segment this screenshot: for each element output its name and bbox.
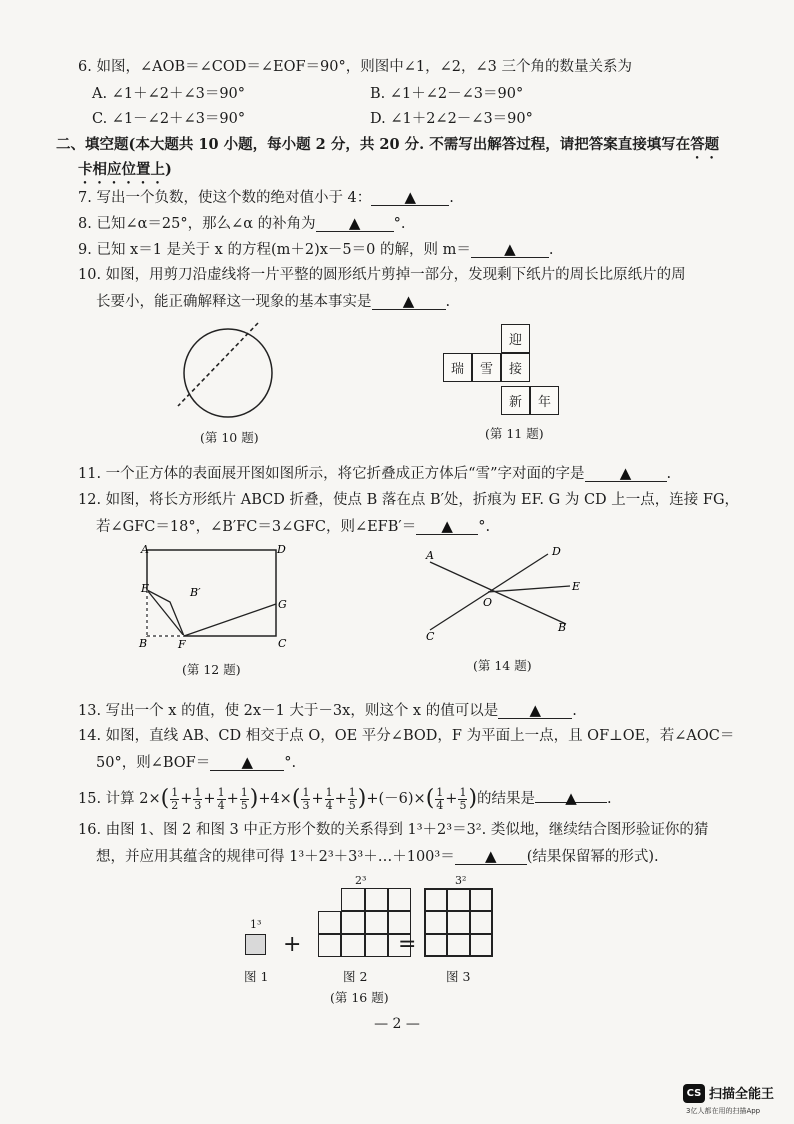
q15-mid2: +(－6)× xyxy=(366,791,426,807)
answer-triangle-icon: ▲ xyxy=(241,753,253,771)
q15-end: . xyxy=(607,791,612,807)
q11-answer-blank xyxy=(585,463,667,482)
answer-triangle-icon: ▲ xyxy=(484,847,497,865)
fig1-caption: 图 1 xyxy=(244,969,269,984)
q11 xyxy=(78,463,671,484)
q15-answer-blank xyxy=(535,784,607,807)
q6-option-b: B. ∠1＋∠2－∠3＝90° xyxy=(370,86,524,102)
label-A: A xyxy=(141,543,149,556)
section2-heading-emphasis-1: 答题 xyxy=(690,136,720,153)
equals-sign: = xyxy=(398,932,417,957)
q11-end: . xyxy=(666,466,672,482)
label-E: E xyxy=(141,582,150,595)
section2-heading-text: 二、填空题(本大题共 10 小题，每小题 2 分，共 20 分. 不需写出解答过程，请把答案直接填写在 xyxy=(56,136,691,153)
net-cell-rui: 瑞 xyxy=(443,353,472,382)
q15-tail: 的结果是 xyxy=(477,791,536,807)
fraction: $\frac{1}{4}$ xyxy=(436,785,444,812)
q8 xyxy=(78,213,406,234)
fig3-caption: 图 3 xyxy=(446,969,471,984)
section2-heading-emphasis-2: 卡相应位置上 xyxy=(78,161,165,178)
q16-answer-blank xyxy=(455,846,527,865)
q12-caption: (第 12 题) xyxy=(182,662,241,677)
section2-heading xyxy=(56,135,719,162)
answer-triangle-icon: ▲ xyxy=(441,517,453,535)
q14-line2 xyxy=(96,752,296,773)
fraction: $\frac{1}{5}$ xyxy=(240,785,248,812)
page-number: — 2 — xyxy=(374,1016,420,1032)
q12-line2 xyxy=(96,516,490,537)
q14-answer-blank xyxy=(210,752,284,771)
q12-answer-blank xyxy=(416,516,478,535)
q16-line1: 16. 由图 1、图 2 和图 3 中正方形个数的关系得到 1³＋2³＝3². 类似地，继续结合图形验证你的猜 xyxy=(78,822,709,838)
label-Bprime: B′ xyxy=(190,586,201,599)
fig3-grid xyxy=(424,888,493,957)
q7-text: 7. 写出一个负数，使这个数的绝对值小于 4： xyxy=(78,190,372,206)
net-cell-xue: 雪 xyxy=(472,353,501,382)
fraction: $\frac{1}{5}$ xyxy=(459,785,467,812)
label-G: G xyxy=(278,598,287,611)
q12-figure-rectangle xyxy=(132,540,302,655)
fraction: $\frac{1}{4}$ xyxy=(217,785,225,812)
paren-close: ) xyxy=(249,786,259,811)
q10-text: 长要小，能正确解释这一现象的基本事实是 xyxy=(96,294,372,310)
q8-answer-blank xyxy=(316,213,394,232)
q10-figure-circle xyxy=(160,318,290,428)
fraction: $\frac{1}{2}$ xyxy=(171,785,179,812)
fraction: $\frac{1}{3}$ xyxy=(302,785,310,812)
fig2-caption: 图 2 xyxy=(343,969,368,984)
fig2-label: 2³ xyxy=(355,874,367,887)
answer-triangle-icon: ▲ xyxy=(402,292,415,310)
q12-line1: 12. 如图，将长方形纸片 ABCD 折叠，使点 B 落在点 B′处，折痕为 EF. G 为 CD 上一点，连接 FG， xyxy=(78,492,740,508)
label-E: E xyxy=(572,580,581,593)
plus-sign: + xyxy=(283,932,302,957)
section2-heading-cont xyxy=(78,160,172,187)
q10-line2 xyxy=(96,291,450,312)
q15-mid1: +4× xyxy=(258,791,292,807)
q10-caption: (第 10 题) xyxy=(200,430,259,445)
q6-stem: 6. 如图，∠AOB＝∠COD＝∠EOF＝90°，则图中∠1，∠2，∠3 三个角的数量关系为 xyxy=(78,59,632,75)
q13-end: . xyxy=(572,703,577,719)
section2-heading-end: ) xyxy=(165,161,172,178)
q6-option-a: A. ∠1＋∠2＋∠3＝90° xyxy=(92,86,246,102)
q9-end: . xyxy=(548,242,554,258)
q9 xyxy=(78,239,553,260)
q12-text: 若∠GFC＝18°，∠B′FC＝3∠GFC，则∠EFB′＝ xyxy=(96,519,417,535)
q10-line1: 10. 如图，用剪刀沿虚线将一片平整的圆形纸片剪掉一部分，发现剩下纸片的周长比原纸片的周 xyxy=(78,267,686,283)
label-O: O xyxy=(483,596,493,609)
fig1-square xyxy=(245,934,266,955)
answer-triangle-icon: ▲ xyxy=(529,701,541,719)
q6-option-d: D. ∠1＋2∠2－∠3＝90° xyxy=(370,111,533,127)
q11-caption: (第 11 题) xyxy=(485,426,544,441)
label-B: B xyxy=(558,621,567,634)
q7-end: . xyxy=(449,190,454,206)
q14-figure-lines xyxy=(420,542,600,647)
camscanner-logo-icon: CS xyxy=(683,1084,705,1103)
net-cell-jie: 接 xyxy=(501,353,530,382)
label-A: A xyxy=(426,549,434,562)
q13-answer-blank xyxy=(498,700,572,719)
label-D: D xyxy=(277,543,286,556)
paren-open: ( xyxy=(291,786,301,811)
label-B: B xyxy=(139,637,148,650)
q7-answer-blank xyxy=(371,187,449,206)
q10-answer-blank xyxy=(372,291,446,310)
q12-end: °. xyxy=(478,519,491,535)
q14-line1: 14. 如图，直线 AB、CD 相交于点 O，OE 平分∠BOD，F 为平面上一点，且 OF⊥OE，若∠AOC＝ xyxy=(78,728,735,744)
fraction: $\frac{1}{3}$ xyxy=(194,785,202,812)
fraction: $\frac{1}{4}$ xyxy=(325,785,333,812)
q16-text-end: (结果保留幂的形式). xyxy=(526,849,659,865)
fraction: $\frac{1}{5}$ xyxy=(348,785,356,812)
q6-option-c: C. ∠1－∠2＋∠3＝90° xyxy=(92,111,246,127)
fig1-label: 1³ xyxy=(250,918,262,931)
q7 xyxy=(78,187,454,208)
label-F: F xyxy=(178,638,186,651)
q13 xyxy=(78,700,577,721)
watermark-subtitle: 3亿人都在用的扫描App xyxy=(686,1107,761,1115)
q14-end: °. xyxy=(284,755,297,771)
label-D: D xyxy=(552,545,561,558)
answer-triangle-icon: ▲ xyxy=(565,789,577,807)
answer-triangle-icon: ▲ xyxy=(348,214,361,232)
net-cell-nian: 年 xyxy=(530,386,559,415)
q9-text: 9. 已知 x＝1 是关于 x 的方程(m＋2)x－5＝0 的解，则 m＝ xyxy=(78,242,471,258)
q16-caption: (第 16 题) xyxy=(330,990,389,1005)
q14-caption: (第 14 题) xyxy=(473,658,532,673)
q13-text: 13. 写出一个 x 的值，使 2x－1 大于－3x，则这个 x 的值可以是 xyxy=(78,703,499,719)
q8-end: °. xyxy=(393,216,406,232)
q8-text: 8. 已知∠α＝25°，那么∠α 的补角为 xyxy=(78,216,316,232)
label-C: C xyxy=(426,630,435,643)
label-C: C xyxy=(278,637,287,650)
q10-end: . xyxy=(445,294,451,310)
answer-triangle-icon: ▲ xyxy=(404,188,417,206)
q16-text: 想，并应用其蕴含的规律可得 1³＋2³＋3³＋…＋100³＝ xyxy=(96,849,455,865)
fig3-label: 3² xyxy=(455,874,467,887)
q11-text: 11. 一个正方体的表面展开图如图所示，将它折叠成正方体后“雪”字对面的字是 xyxy=(78,466,585,482)
net-cell-ying: 迎 xyxy=(501,324,530,353)
net-cell-xin: 新 xyxy=(501,386,530,415)
paren-open: ( xyxy=(425,786,435,811)
answer-triangle-icon: ▲ xyxy=(619,464,632,482)
q15: 15. 计算 2×( $\frac{1}{2}$ + $\frac{1}{3}$ + $\frac{1}{4}$ + $\frac{1}{5}$ )+4×( $\frac{1}{3}$ + $\frac{1}{4}$ + $\frac{1}{5}$ )+(－6)×( $\frac{1}{4}$ + $\frac{1}{5}$ )的结果是 ▲ . xyxy=(78,785,612,812)
q16-line2 xyxy=(96,846,659,867)
answer-triangle-icon: ▲ xyxy=(504,240,516,258)
paren-open: ( xyxy=(160,786,170,811)
watermark-name: 扫描全能王 xyxy=(709,1087,775,1102)
q14-text: 50°，则∠BOF＝ xyxy=(96,755,211,771)
q9-answer-blank xyxy=(471,239,549,258)
paren-close: ) xyxy=(468,786,478,811)
paren-close: ) xyxy=(357,786,367,811)
q15-lead: 15. 计算 2× xyxy=(78,791,161,807)
